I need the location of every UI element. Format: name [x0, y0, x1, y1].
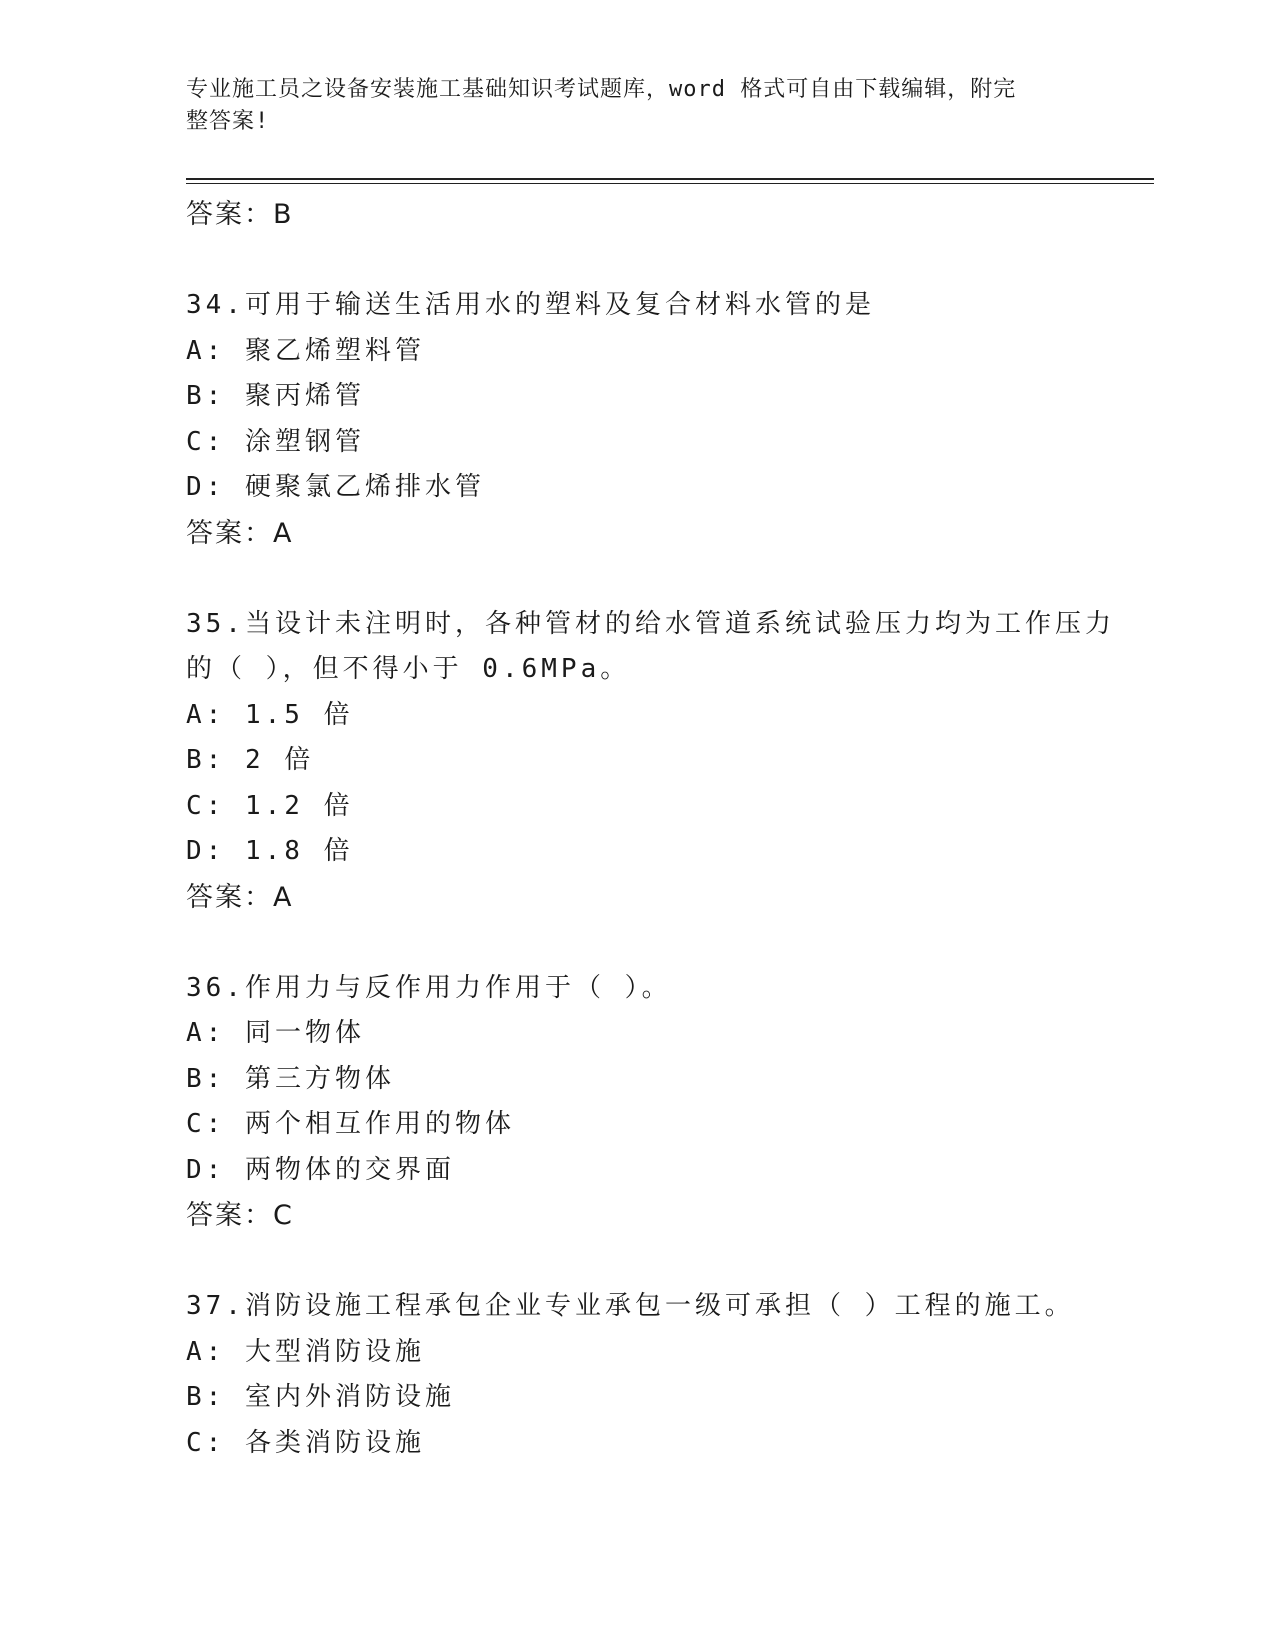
option-d: D: 两物体的交界面: [186, 1154, 455, 1185]
option-c: C: 两个相互作用的物体: [186, 1109, 515, 1139]
question-stem: 37.消防设施工程承包企业专业承包一级可承担（ ）工程的施工。: [186, 1291, 1075, 1321]
question-stem: 36.作用力与反作用力作用于（ ）。: [186, 972, 672, 1003]
option-d: D: 硬聚氯乙烯排水管: [186, 472, 485, 502]
option-a: A: 大型消防设施: [186, 1336, 425, 1367]
option-c: C: 各类消防设施: [186, 1427, 425, 1458]
spacer: [186, 920, 1086, 966]
answer-line: 答案：A: [186, 881, 294, 913]
question-block: [186, 1284, 1086, 1466]
question-block: [186, 283, 1086, 556]
answer-line: 答案：A: [186, 517, 294, 549]
option-b: B: 室内外消防设施: [186, 1382, 455, 1412]
document-header: [186, 74, 1066, 138]
option-c: C: 涂塑钢管: [186, 426, 365, 457]
previous-answer: 答案：B: [186, 199, 294, 230]
question-stem-continued: 的（ ），但不得小于 0.6MPa。: [186, 654, 631, 684]
option-b: B: 2 倍: [186, 745, 315, 775]
header-divider-thin: [186, 183, 1154, 184]
question-block: [186, 602, 1115, 921]
option-d: D: 1.8 倍: [186, 836, 354, 866]
option-a: A: 聚乙烯塑料管: [186, 335, 425, 366]
question-block: [186, 966, 1086, 1239]
spacer: [186, 1239, 1086, 1285]
spacer: [186, 556, 1086, 602]
question-stem: 34.可用于输送生活用水的塑料及复合材料水管的是: [186, 290, 875, 320]
option-b: B: 第三方物体: [186, 1063, 395, 1094]
question-list: [186, 192, 1115, 1466]
option-a: A: 同一物体: [186, 1018, 365, 1048]
question-stem: 35.当设计未注明时，各种管材的给水管道系统试验压力均为工作压力: [186, 608, 1115, 639]
header-line-2: 整答案!: [186, 109, 270, 134]
spacer: [186, 238, 1086, 284]
option-a: A: 1.5 倍: [186, 699, 354, 730]
option-c: C: 1.2 倍: [186, 790, 354, 821]
header-line-1: 专业施工员之设备安装施工基础知识考试题库，word 格式可自由下载编辑，附完: [186, 77, 1017, 102]
option-b: B: 聚丙烯管: [186, 381, 365, 411]
answer-line: 答案：C: [186, 1200, 294, 1231]
header-divider-thick: [186, 178, 1154, 180]
